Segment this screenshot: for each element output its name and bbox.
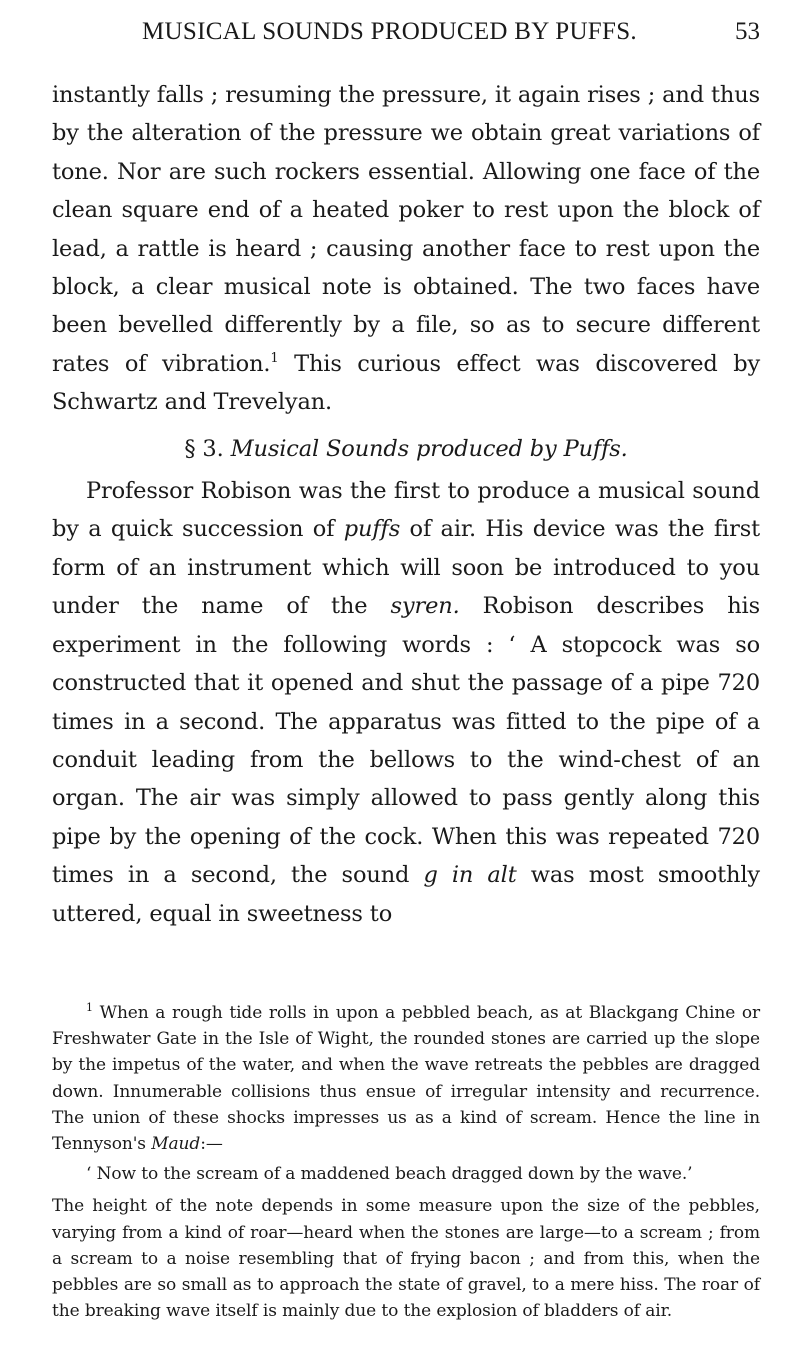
footnote-1-part-a: When a rough tide rolls in upon a pebbled beach, as at Blackgang Chine or Freshwater Gate in the Isle of Wight, the rounded stones are carried up the slope by the impetus of the water, and when the wave retreats the pebbles are dragged down. Innumerable collisions thus ensue of irregular intensity and recurrence. The union of these shocks impresses us as a kind of scream. Hence the line in Tennyson's <box>52 1003 760 1155</box>
emphasis-puffs: puffs <box>343 516 401 543</box>
paragraph-2-part-a: Professor Robison was the first to produce a musical sound by a quick succession of <box>52 478 760 543</box>
section-heading <box>52 430 760 468</box>
paragraph-2-part-b: of air. His device was the first form of an instrument which will soon be introduced to you under the name of the <box>52 516 760 620</box>
paragraph-1 <box>52 76 760 422</box>
paragraph-2-part-c: Robison describes his experiment in the following words : ‘ A stopcock was so constructed that it opened and shut the passage of a pipe 720 times in a second. The apparatus was fitted to the pipe of a conduit leading from the bellows to the wind-chest of an organ. The air was simply allowed to pass gently along this pipe by the opening of the cock. When this was repeated 720 times in a second, the sound <box>52 593 760 889</box>
footnote-1-part-b: :— <box>200 1134 223 1155</box>
footnote-ref-1: 1 <box>270 350 279 366</box>
emphasis-g-in-alt: g in alt <box>423 862 517 889</box>
footnotes <box>52 1000 760 1324</box>
running-title: MUSICAL SOUNDS PRODUCED BY PUFFS. <box>142 18 637 45</box>
emphasis-syren: syren. <box>390 593 460 620</box>
footnote-quote: ‘ Now to the scream of a maddened beach dragged down by the wave.’ <box>86 1164 693 1185</box>
main-text <box>52 76 760 933</box>
running-head <box>52 18 760 54</box>
paragraph-1-text: instantly falls ; resuming the pressure, it again rises ; and thus by the alteration of the pressure we obtain great variations of tone. Nor are such rockers essential. Allowing one face of the clean square end of a heated poker to rest upon the block of lead, a rattle is heard ; causing another face to rest upon the block, a clear musical note is obtained. The two faces have been bevelled differently by a file, so as to secure different rates of vibration. <box>52 82 760 377</box>
emphasis-maud: Maud <box>151 1134 201 1155</box>
page-number: 53 <box>735 18 760 45</box>
paragraph-2-part-d: was most smoothly uttered, equal in sweetness to <box>52 862 760 927</box>
paragraph-1-end: This curious effect was discovered by Schwartz and Trevelyan. <box>52 350 761 416</box>
section-title: Musical Sounds produced by Puffs. <box>230 435 628 462</box>
footnote-marker: 1 <box>86 1001 93 1014</box>
paragraph-2 <box>52 472 760 933</box>
section-number: § 3. <box>184 435 224 462</box>
footnote-1 <box>52 1000 760 1157</box>
footnote-1-continued: The height of the note depends in some measure upon the size of the pebbles, varying from a kind of roar—heard when the stones are large—to a scream ; from a scream to a noise resembling that of frying bacon ; and from this, when the pebbles are so small as to approach the state of gravel, to a mere hiss. The roar of the breaking wave itself is mainly due to the explosion of bladders of air. <box>52 1196 760 1322</box>
